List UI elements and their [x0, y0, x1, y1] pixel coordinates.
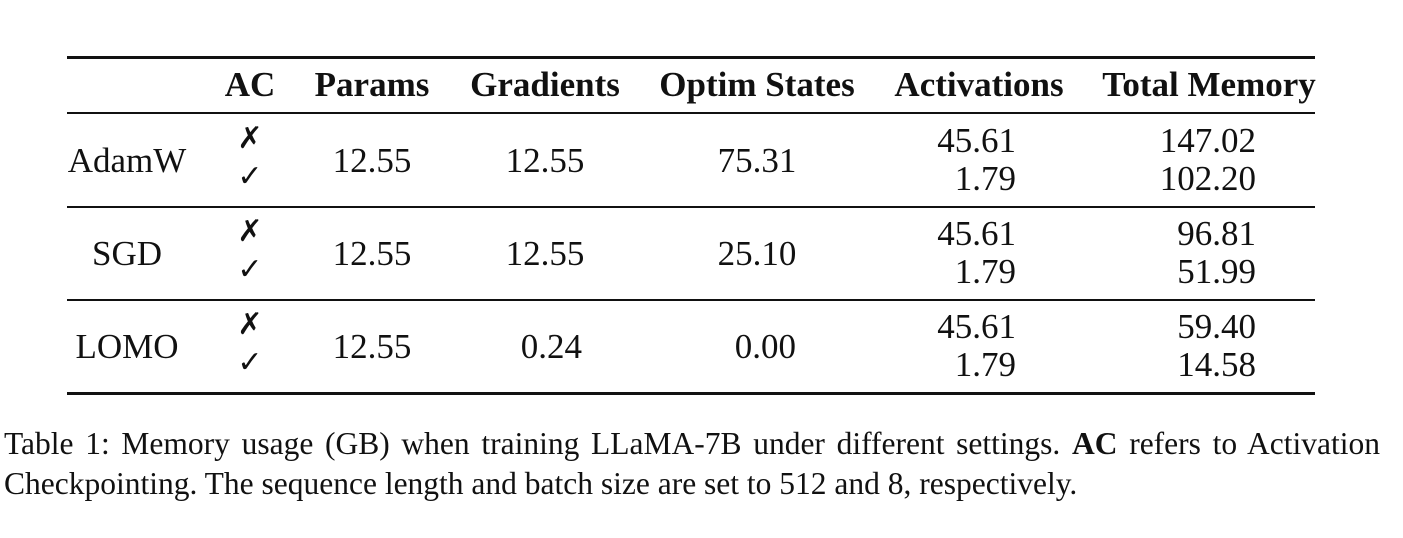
- header-optim-states: Optim States: [659, 65, 855, 104]
- total-memory-value: 102.20: [1159, 159, 1256, 198]
- optimizer-name: AdamW: [67, 141, 187, 180]
- gradients-value: 0.24: [520, 327, 582, 366]
- params-value: 12.55: [332, 234, 412, 273]
- cross-icon: ✗: [237, 214, 263, 249]
- check-icon: ✓: [237, 252, 263, 287]
- activations-value: 45.61: [937, 307, 1016, 346]
- activations-value: 1.79: [954, 159, 1016, 198]
- params-value: 12.55: [332, 141, 412, 180]
- table-group-rule: [67, 299, 1315, 301]
- activations-value: 1.79: [954, 252, 1016, 291]
- optim-states-value: 25.10: [717, 234, 797, 273]
- header-ac: AC: [224, 65, 276, 104]
- caption-text: Memory usage (GB) when training LLaMA-7B under different settings.: [121, 426, 1061, 461]
- table-top-rule: [67, 56, 1315, 59]
- header-activations: Activations: [894, 65, 1064, 104]
- check-icon: ✓: [237, 345, 263, 380]
- cross-icon: ✗: [237, 307, 263, 342]
- table-bottom-rule: [67, 392, 1315, 395]
- activations-value: 45.61: [937, 214, 1016, 253]
- table-group-rule: [67, 206, 1315, 208]
- gradients-value: 12.55: [505, 141, 585, 180]
- caption-bold-term: AC: [1072, 426, 1118, 461]
- header-params: Params: [314, 65, 430, 104]
- total-memory-value: 14.58: [1177, 345, 1256, 384]
- gradients-value: 12.55: [505, 234, 585, 273]
- check-icon: ✓: [237, 159, 263, 194]
- table-caption: [4, 424, 1380, 504]
- header-gradients: Gradients: [470, 65, 620, 104]
- optim-states-value: 0.00: [734, 327, 796, 366]
- header-total-memory: Total Memory: [1102, 65, 1316, 104]
- total-memory-value: 147.02: [1159, 121, 1256, 160]
- table-header-rule: [67, 112, 1315, 114]
- optimizer-name: SGD: [91, 234, 163, 273]
- activations-value: 1.79: [954, 345, 1016, 384]
- params-value: 12.55: [332, 327, 412, 366]
- total-memory-value: 51.99: [1177, 252, 1256, 291]
- cross-icon: ✗: [237, 121, 263, 156]
- caption-text: refers to Activation Checkpointing. The sequence length and batch size are set to 512 and 8, respectively.: [4, 426, 1381, 501]
- total-memory-value: 59.40: [1177, 307, 1256, 346]
- total-memory-value: 96.81: [1177, 214, 1256, 253]
- caption-label: Table 1:: [4, 426, 110, 461]
- activations-value: 45.61: [937, 121, 1016, 160]
- optim-states-value: 75.31: [717, 141, 797, 180]
- optimizer-name: LOMO: [75, 327, 179, 366]
